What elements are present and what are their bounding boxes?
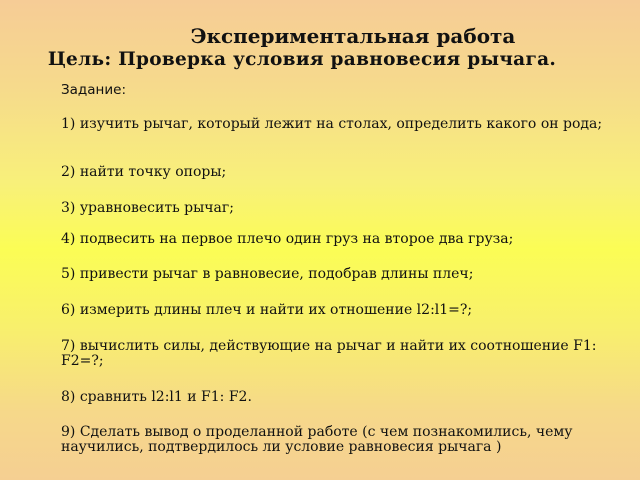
- step-9: 9) Сделать вывод о проделанной работе (с чем познакомились, чему научились, подтвердилось ли условие равновесия рычага ): [61, 424, 573, 455]
- step-6: 6) измерить длины плеч и найти их отношение l2:l1=?;: [61, 302, 473, 318]
- slide-goal: Цель: Проверка условия равновесия рычага.: [47, 49, 557, 70]
- step-1: 1) изучить рычаг, который лежит на столах, определить какого он рода;: [61, 116, 603, 132]
- step-8: 8) сравнить l2:l1 и F1: F2.: [61, 389, 252, 405]
- task-label: Задание:: [61, 82, 126, 98]
- step-5: 5) привести рычаг в равновесие, подобрав длины плеч;: [61, 266, 474, 282]
- step-2: 2) найти точку опоры;: [61, 164, 227, 180]
- step-3: 3) уравновесить рычаг;: [61, 200, 234, 216]
- step-4: 4) подвесить на первое плечо один груз на второе два груза;: [61, 231, 514, 247]
- slide-title: Экспериментальная работа: [190, 24, 516, 48]
- step-7: 7) вычислить силы, действующие на рычаг и найти их соотношение F1: F2=?;: [61, 338, 597, 369]
